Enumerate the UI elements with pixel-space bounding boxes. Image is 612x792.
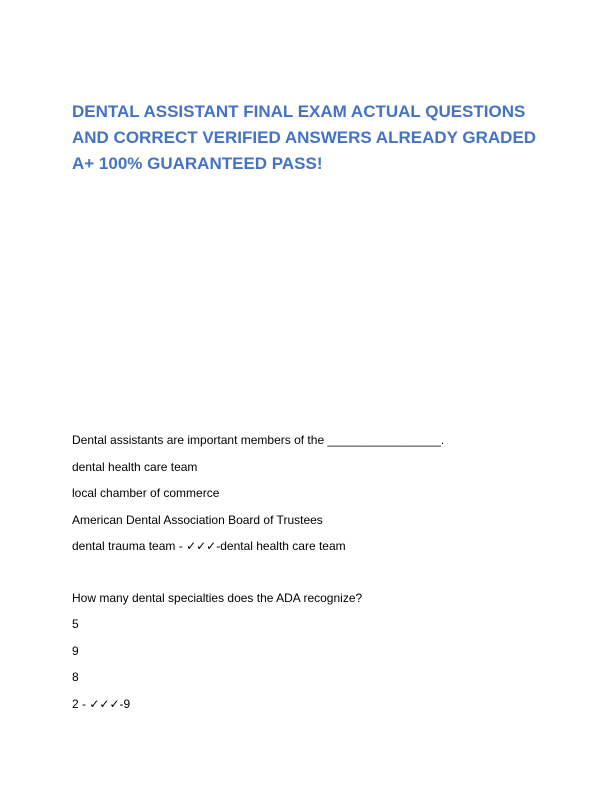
question-list [72, 430, 542, 720]
title-line-1: DENTAL ASSISTANT FINAL EXAM ACTUAL QUESTIONS [72, 102, 526, 121]
question-2-option-4: 2 - [72, 696, 90, 711]
question-spacer [72, 563, 542, 588]
checkmark-icon: ✓✓✓ [89, 696, 120, 711]
question-1-option-2: local chamber of commerce [72, 486, 220, 500]
question-1-text: Dental assistants are important members of the _________________. [72, 433, 445, 447]
question-2-option-3: 8 [72, 670, 79, 684]
question-1-option-4: dental trauma team - [72, 539, 187, 553]
question-1-option-1: dental health care team [72, 459, 198, 474]
question-1-answer: -dental health care team [216, 539, 346, 553]
question-2-option-1: 5 [72, 617, 79, 631]
question-2-option-2: 9 [72, 643, 79, 658]
checkmark-icon: ✓✓✓ [186, 539, 217, 553]
question-2-answer-line [72, 694, 542, 721]
question-1-answer-line [72, 536, 542, 563]
title-line-3: A+ 100% GUARANTEED PASS! [72, 154, 323, 173]
question-2-text: How many dental specialties does the ADA recognize? [72, 590, 363, 605]
title-line-2: AND CORRECT VERIFIED ANSWERS ALREADY GRADED [72, 128, 537, 147]
question-1-option-3: American Dental Association Board of Trustees [72, 512, 323, 527]
page-title [72, 99, 542, 177]
question-2-answer: -9 [119, 696, 131, 711]
